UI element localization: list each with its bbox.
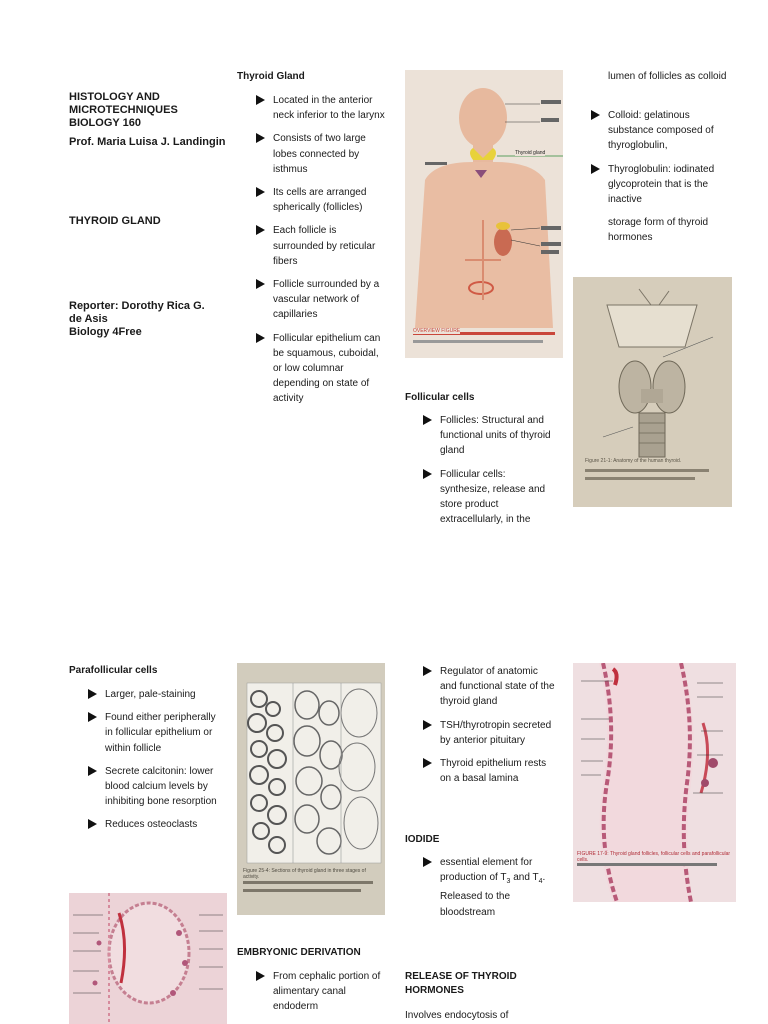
iodide-heading: IODIDE: [405, 834, 440, 845]
thyroid-lobes-image: [573, 277, 732, 507]
bullet-arrow-icon: [423, 666, 432, 676]
thyroid-gland-list: [256, 93, 386, 415]
bullet-arrow-icon: [256, 225, 265, 235]
histology-follicle-image: [573, 663, 736, 902]
list-item: Follicles: Structural and functional units of thyroid gland: [423, 413, 553, 459]
reporter-block: [69, 300, 219, 339]
list-item: Consists of two large lobes connected by isthmus: [256, 131, 386, 177]
bullet-arrow-icon: [256, 95, 265, 105]
list-item: Its cells are arranged spherically (follicles): [256, 185, 386, 215]
bullet-arrow-icon: [423, 857, 432, 867]
bullet-arrow-icon: [423, 758, 432, 768]
bullet-arrow-icon: [256, 333, 265, 343]
bullet-arrow-icon: [256, 971, 265, 981]
embryonic-list: [256, 969, 386, 1023]
parafollicular-list: [88, 687, 223, 841]
thyroid-label: Thyroid gland: [515, 150, 546, 156]
bullet-arrow-icon: [256, 187, 265, 197]
bullet-arrow-icon: [256, 279, 265, 289]
bullet-arrow-icon: [423, 415, 432, 425]
list-item: TSH/thyrotropin secreted by anterior pituitary: [423, 718, 555, 748]
list-item: Colloid: gelatinous substance composed of thyroglobulin,: [591, 108, 726, 154]
reporter-name: Reporter: Dorothy Rica G. de Asis: [69, 300, 205, 325]
bullet-arrow-icon: [256, 133, 265, 143]
colloid-continuation: lumen of follicles as colloid: [608, 71, 727, 82]
thyroid-lobes-caption: Figure 21-1: Anatomy of the human thyroid.: [585, 458, 720, 464]
professor-name: Prof. Maria Luisa J. Landingin: [69, 136, 226, 148]
course-title: HISTOLOGY AND MICROTECHNIQUES BIOLOGY 160: [69, 91, 178, 129]
release-heading: RELEASE OF THYROID HORMONES: [405, 971, 517, 996]
list-item: Found either peripherally in follicular epithelium or within follicle: [88, 710, 223, 756]
follicular-cells-heading: Follicular cells: [405, 392, 475, 403]
list-item: From cephalic portion of alimentary canal endoderm: [256, 969, 386, 1015]
colloid-tail: storage form of thyroid hormones: [608, 217, 709, 244]
list-item: Reduces osteoclasts: [88, 817, 223, 832]
bullet-arrow-icon: [423, 469, 432, 479]
list-item: Thyroid epithelium rests on a basal lamina: [423, 756, 555, 786]
topic-title: THYROID GLAND: [69, 215, 161, 227]
reporter-section: Biology 4Free: [69, 326, 142, 338]
thyroid-gland-heading: Thyroid Gland: [237, 71, 305, 82]
parafollicular-heading: Parafollicular cells: [69, 665, 158, 676]
bullet-arrow-icon: [423, 720, 432, 730]
tsh-list: [423, 664, 555, 794]
list-item: Located in the anterior neck inferior to the larynx: [256, 93, 386, 123]
title-block: [69, 91, 229, 149]
colloid-list: [591, 108, 726, 215]
body-figure-image: [405, 70, 563, 358]
list-item: Larger, pale-staining: [88, 687, 223, 702]
list-item: Secrete calcitonin: lower blood calcium levels by inhibiting bone resorption: [88, 764, 223, 810]
body-figure-caption: OVERVIEW FIGURE: [413, 328, 461, 334]
bullet-arrow-icon: [88, 712, 97, 722]
bullet-arrow-icon: [88, 689, 97, 699]
list-item: essential element for production of $T_3$ and $T_4$. Released to the bloodstream: [423, 855, 555, 920]
bullet-arrow-icon: [88, 819, 97, 829]
micrograph-caption: Figure 25-4: Sections of thyroid gland in three stages of activity.: [243, 868, 381, 880]
release-text: Involves endocytosis of: [405, 1010, 509, 1021]
histology-caption: FIGURE 17-9: Thyroid gland follicles, follicular cells and parafollicular cells.: [577, 851, 731, 863]
list-item: Regulator of anatomic and functional state of the thyroid gland: [423, 664, 555, 710]
bullet-arrow-icon: [591, 110, 600, 120]
follicular-cells-list: [423, 413, 553, 535]
bullet-arrow-icon: [591, 164, 600, 174]
embryonic-heading: EMBRYONIC DERIVATION: [237, 947, 361, 958]
list-item: Follicular epithelium can be squamous, cuboidal, or low columnar depending on state of activity: [256, 331, 386, 407]
iodide-list: [423, 855, 555, 928]
follicle-micrograph-image: [237, 663, 385, 915]
list-item: Thyroglobulin: iodinated glycoprotein that is the inactive: [591, 162, 726, 208]
list-item: Each follicle is surrounded by reticular fibers: [256, 223, 386, 269]
bottom-histology-image: [69, 893, 227, 1024]
bullet-arrow-icon: [88, 766, 97, 776]
list-item: Follicle surrounded by a vascular network of capillaries: [256, 277, 386, 323]
list-item: Follicular cells: synthesize, release and store product extracellularly, in the: [423, 467, 553, 528]
